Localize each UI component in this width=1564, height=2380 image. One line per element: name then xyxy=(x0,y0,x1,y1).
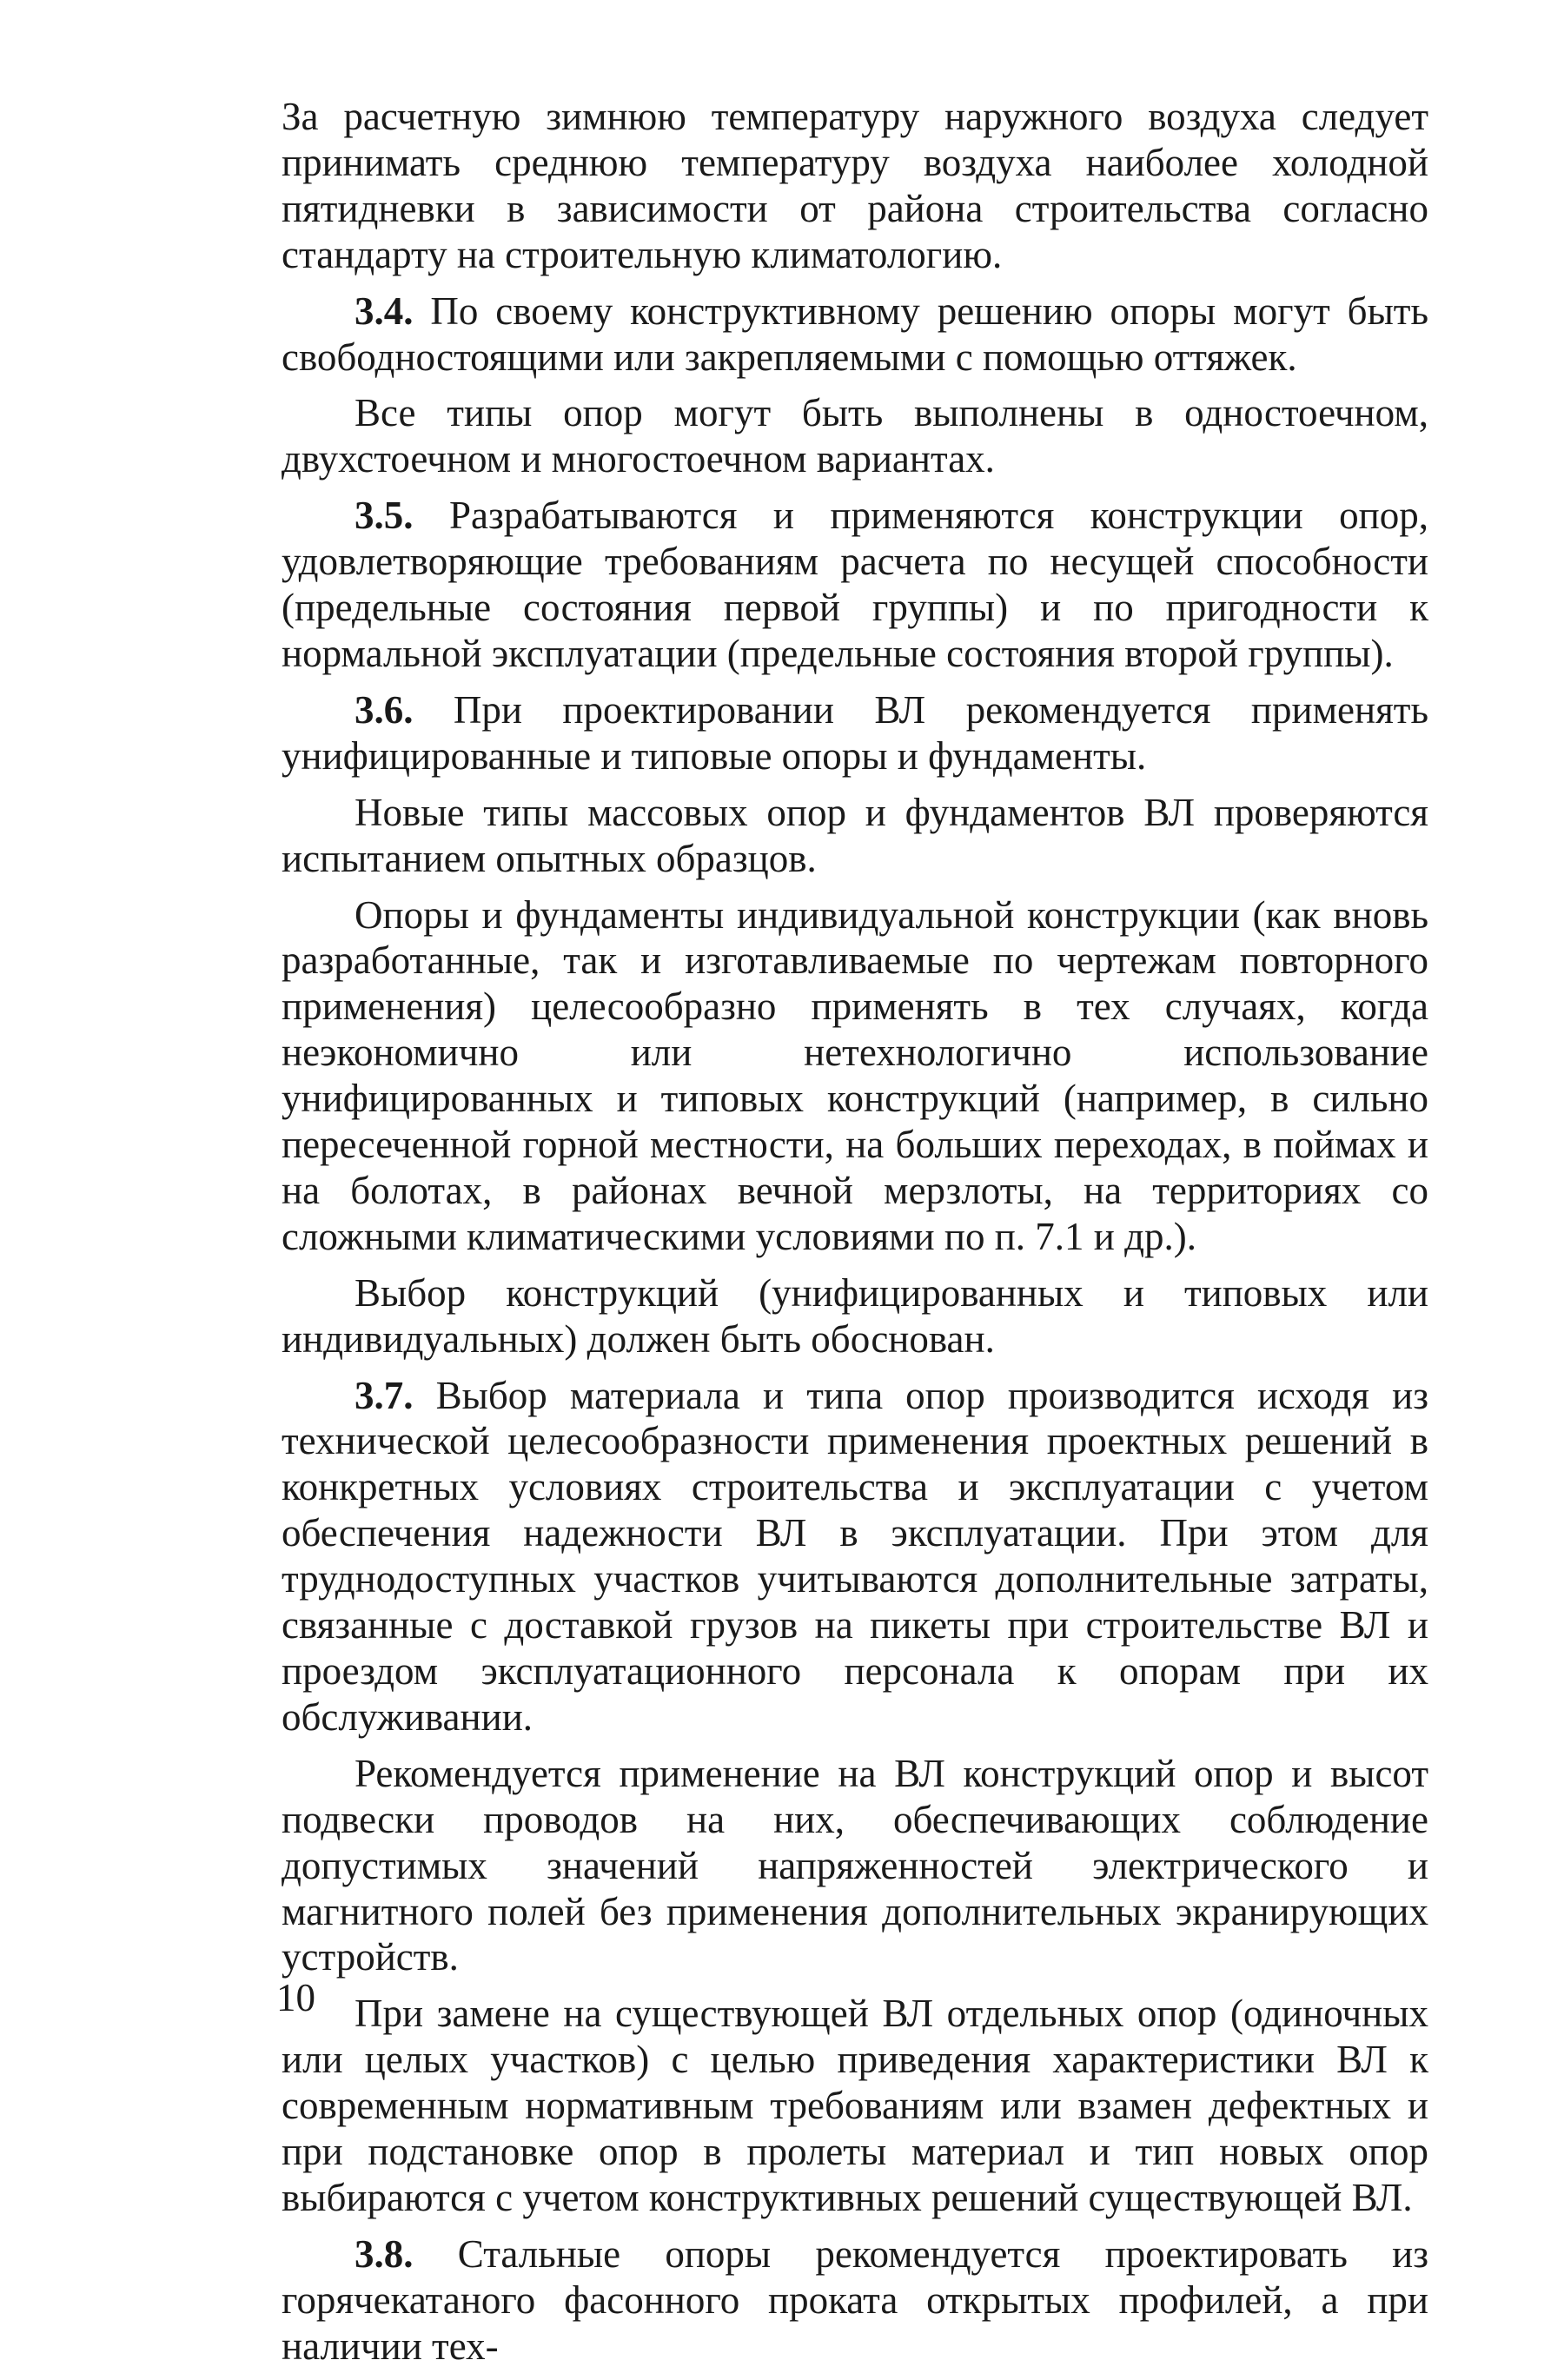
paragraph-text: Новые типы массовых опор и фундаментов ВЛ проверяются испытанием опытных образцов. xyxy=(282,790,1428,880)
paragraph-individual-design xyxy=(282,892,1428,1260)
page-number: 10 xyxy=(276,1976,315,2019)
paragraph-replacement xyxy=(282,1991,1428,2221)
paragraph-text: Опоры и фундаменты индивидуальной конструкции (как вновь разработанные, так и изготавливаемые по чертежам повторного применения) целесообразно применять в тех случаях, когда неэкономично или нетехнологично использование унифицированных и типовых конструкций (например, в сильно пересеченной горной местности, на больших переходах, в поймах и на болотах, в районах вечной мерзлоты, на территориях со сложными климатическими условиями по п. 7.1 и др.). xyxy=(282,892,1428,1258)
paragraph-text: Рекомендуется применение на ВЛ конструкций опор и высот подвески проводов на них, обеспечивающих соблюдение допустимых значений напряженностей электрического и магнитного полей без применения дополнительных экранирующих устройств. xyxy=(282,1751,1428,1979)
section-number: 3.4. xyxy=(355,288,414,333)
paragraph-text: Все типы опор могут быть выполнены в одностоечном, двухстоечном и многостоечном вариантах. xyxy=(282,391,1428,481)
paragraph-winter-temperature xyxy=(282,94,1428,278)
paragraph-field-strength xyxy=(282,1751,1428,1981)
paragraph-3-7 xyxy=(282,1373,1428,1740)
paragraph-design-choice xyxy=(282,1270,1428,1362)
section-number: 3.8. xyxy=(355,2231,414,2276)
paragraph-text: Выбор материала и типа опор производится исходя из технической целесообразности применения проектных решений в конкретных условиях строительства и эксплуатации с учетом обеспечения надежности ВЛ в эксплуатации. При этом для труднодоступных участков учитываются дополнительные затраты, связанные с доставкой грузов на пикеты при строительстве ВЛ и проездом эксплуатационного персонала к опорам при их обслуживании. xyxy=(282,1373,1428,1739)
paragraph-3-4 xyxy=(282,288,1428,381)
section-number: 3.7. xyxy=(355,1373,414,1417)
paragraph-3-6 xyxy=(282,687,1428,779)
paragraph-text: По своему конструктивному решению опоры могут быть свободностоящими или закрепляемыми с помощью оттяжек. xyxy=(282,288,1428,379)
paragraph-new-types xyxy=(282,790,1428,882)
paragraph-text: Стальные опоры рекомендуется проектировать из горячекатаного фасонного проката открытых профилей, а при наличии тех- xyxy=(282,2231,1428,2368)
paragraph-3-5 xyxy=(282,493,1428,677)
paragraph-3-8 xyxy=(282,2231,1428,2370)
paragraph-text: За расчетную зимнюю температуру наружного воздуха следует принимать среднюю температуру воздуха наиболее холодной пятидневки в зависимости от района строительства согласно стандарту на строительную климатологию. xyxy=(282,95,1428,276)
paragraph-text: Разрабатываются и применяются конструкции опор, удовлетворяющие требованиям расчета по несущей способности (предельные состояния первой группы) и по пригодности к нормальной эксплуатации (предельные состояния второй группы). xyxy=(282,494,1428,675)
paragraph-text: При замене на существующей ВЛ отдельных опор (одиночных или целых участков) с целью приведения характеристики ВЛ к современным нормативным требованиям или взамен дефектных и при подстановке опор в пролеты материал и тип новых опор выбираются с учетом конструктивных решений существующей ВЛ. xyxy=(282,1992,1428,2219)
section-number: 3.5. xyxy=(355,494,414,538)
section-number: 3.6. xyxy=(355,687,414,732)
paragraph-text: Выбор конструкций (унифицированных и типовых или индивидуальных) должен быть обоснован. xyxy=(282,1270,1428,1361)
paragraph-support-types xyxy=(282,390,1428,482)
paragraph-text: При проектировании ВЛ рекомендуется применять унифицированные и типовые опоры и фундаменты. xyxy=(282,687,1428,778)
page-body xyxy=(282,94,1428,2380)
